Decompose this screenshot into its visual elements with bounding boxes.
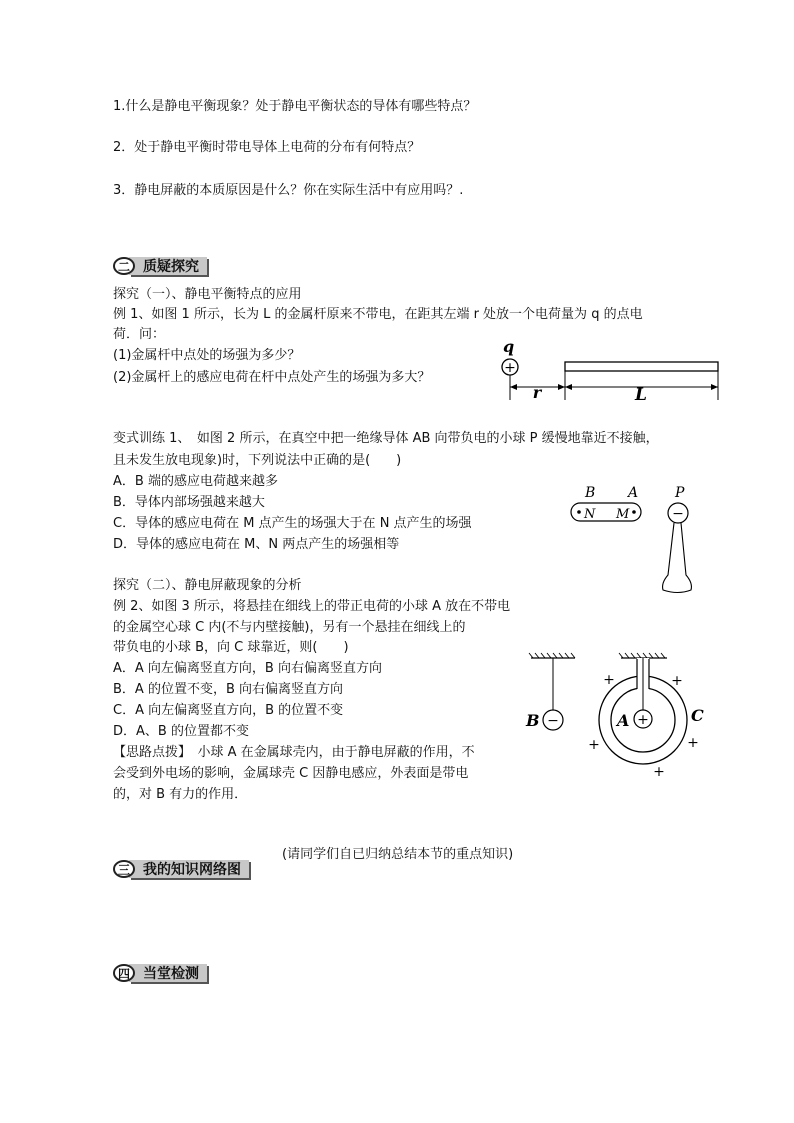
fig2-A-label: A	[628, 485, 639, 501]
example2-option-a: A．A 向左偏离竖直方向，B 向右偏离竖直方向	[113, 661, 382, 676]
figure-2-conductor-diagram	[565, 480, 705, 600]
fig3-surface-charge: +	[588, 737, 600, 753]
fig2-conductor-AB	[571, 503, 641, 521]
fig2-B-label: B	[585, 485, 596, 501]
figure-3-shielding-diagram	[525, 652, 715, 782]
hint-text-cont2: 的，对 B 有力的作用．	[113, 787, 248, 802]
question-3: 3．静电屏蔽的本质原因是什么？你在实际生活中有应用吗？.	[113, 183, 464, 198]
question-2: 2．处于静电平衡时带电导体上电荷的分布有何特点？	[113, 140, 421, 155]
variant1-option-c: C．导体的感应电荷在 M 点产生的场强大于在 N 点产生的场强	[113, 516, 472, 531]
explore1-title: 探究（一）、静电平衡特点的应用	[113, 287, 302, 302]
fig3-A-label: A	[617, 711, 630, 730]
section-heading-4	[113, 962, 207, 984]
example2-option-b: B．A 的位置不变，B 向右偏离竖直方向	[113, 682, 343, 697]
example1-text-cont: 荷．问：	[113, 327, 166, 342]
fig2-ball-sign: −	[672, 506, 684, 522]
fig1-metal-rod	[565, 362, 718, 371]
fig3-surface-charge: +	[687, 735, 699, 751]
fig2-N-label: N	[584, 507, 596, 522]
section-number-badge: 二	[113, 257, 135, 275]
fig2-point-N	[577, 510, 581, 514]
example2-text-cont2: 带负电的小球 B，向 C 球靠近，则( )	[113, 640, 349, 655]
fig3-ball-B-sign: −	[547, 713, 559, 729]
example2-option-d: D．A、B 的位置都不变	[113, 724, 249, 739]
section-number-badge: 四	[113, 964, 135, 982]
fig3-B-label: B	[526, 711, 540, 730]
fig3-C-label: C	[691, 706, 704, 725]
variant1-option-b: B．导体内部场强越来越大	[113, 495, 265, 510]
fig1-L-label: L	[635, 385, 647, 405]
variant1-option-d: D．导体的感应电荷在 M、N 两点产生的场强相等	[113, 537, 400, 552]
fig3-ball-A-sign: +	[637, 712, 649, 728]
fig2-M-label: M	[616, 507, 630, 522]
fig1-charge-sign: +	[504, 360, 516, 376]
example2-option-c: C．A 向左偏离竖直方向，B 的位置不变	[113, 703, 344, 718]
section-heading-2	[113, 255, 207, 277]
section-number-badge: 三	[113, 860, 135, 878]
variant1-text-cont: 且未发生放电现象)时，下列说法中正确的是( )	[113, 453, 402, 468]
example2-text: 例 2、如图 3 所示，将悬挂在细线上的带正电荷的小球 A 放在不带电	[113, 599, 511, 614]
section-title: 质疑探究	[129, 257, 207, 275]
example1-question-2: (2)金属杆上的感应电荷在杆中点处产生的场强为多大？	[113, 370, 431, 385]
example1-question-1: (1)金属杆中点处的场强为多少？	[113, 348, 301, 363]
fig2-point-M	[632, 510, 636, 514]
figure-1-rod-diagram	[495, 330, 730, 405]
fig1-q-label: q	[503, 337, 515, 356]
section-title: 当堂检测	[129, 964, 207, 982]
hint-text-cont: 会受到外电场的影响，金属球壳 C 因静电感应，外表面是带电	[113, 766, 469, 781]
section-heading-3	[113, 858, 249, 880]
question-1: 1.什么是静电平衡现象？处于静电平衡状态的导体有哪些特点？	[113, 99, 477, 114]
explore2-title: 探究（二）、静电屏蔽现象的分析	[113, 578, 302, 593]
hint-text: 【思路点拨】 小球 A 在金属球壳内，由于静电屏蔽的作用，不	[113, 745, 475, 760]
fig3-surface-charge: +	[671, 673, 683, 689]
fig1-r-label: r	[532, 383, 542, 402]
fig2-insulating-stand	[663, 523, 692, 593]
fig3-surface-charge: +	[653, 764, 665, 780]
example2-text-cont: 的金属空心球 C 内(不与内壁接触)，另有一个悬挂在细线上的	[113, 620, 466, 635]
example1-text: 例 1、如图 1 所示，长为 L 的金属杆原来不带电，在距其左端 r 处放一个电荷量为 q 的点电	[113, 307, 643, 322]
variant1-option-a: A．B 端的感应电荷越来越多	[113, 474, 278, 489]
variant1-text: 变式训练 1、 如图 2 所示，在真空中把一绝缘导体 AB 向带负电的小球 P 缓慢地靠近不接触，	[113, 431, 659, 446]
fig3-surface-charge: +	[603, 672, 615, 688]
section-title: 我的知识网络图	[129, 860, 249, 878]
fig2-P-label: P	[675, 485, 685, 501]
section3-note: (请同学们自已归纳总结本节的重点知识)	[282, 847, 514, 862]
